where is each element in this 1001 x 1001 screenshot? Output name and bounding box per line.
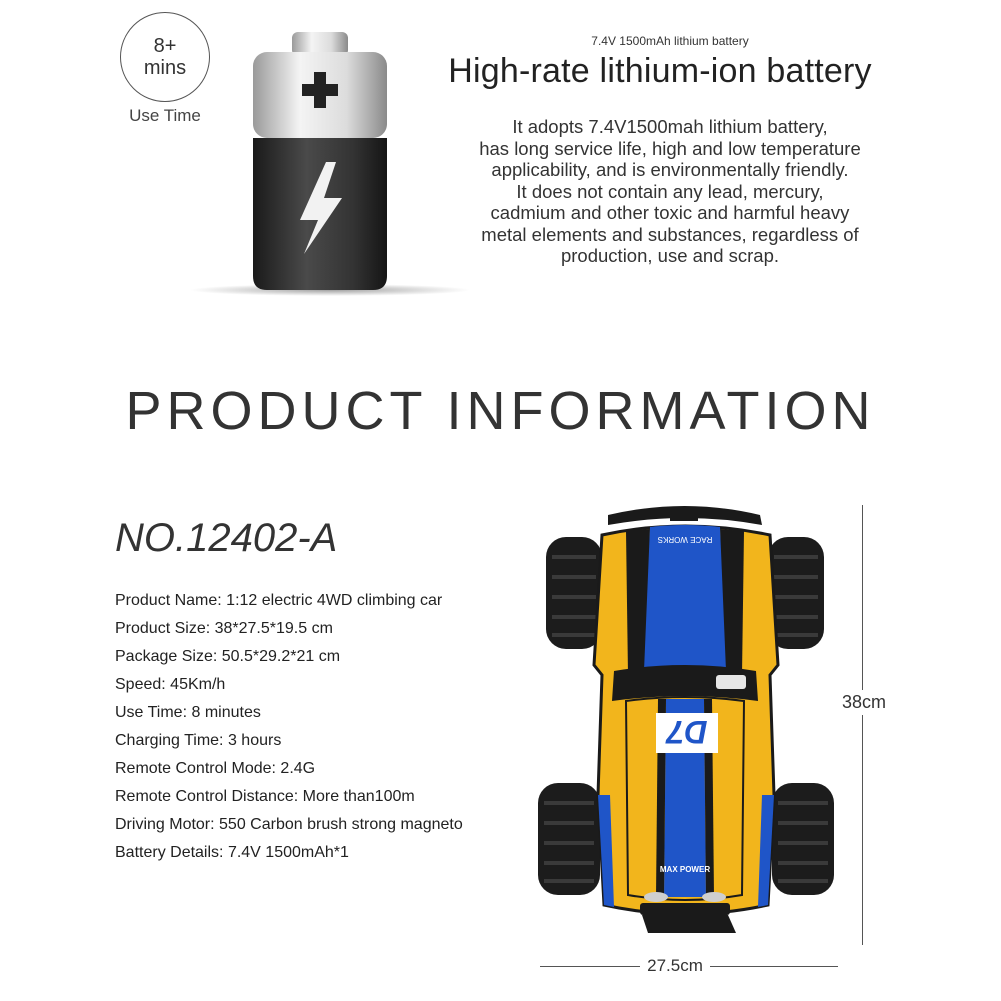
car-wheel-front-right (772, 783, 834, 895)
spec-value: 7.4V 1500mAh*1 (227, 844, 349, 861)
spec-label: Driving Motor: (115, 816, 215, 833)
car-hood-number: D7 (666, 714, 708, 750)
spec-row-battery-details (115, 839, 545, 867)
spec-label: Remote Control Distance: (115, 788, 299, 805)
battery-description-line: It does not contain any lead, mercury, (516, 180, 824, 202)
rc-car-image (530, 495, 840, 945)
use-time-label: Use Time (129, 106, 201, 125)
use-time-unit: mins (143, 57, 187, 79)
battery-subtitle: 7.4V 1500mAh lithium battery (591, 34, 749, 48)
car-wheel-front-left (538, 783, 600, 895)
spec-label: Package Size: (115, 648, 218, 665)
spec-label: Speed: (115, 676, 166, 693)
battery-title: High-rate lithium-ion battery (448, 52, 872, 90)
spec-row-driving-motor (115, 811, 545, 839)
spec-label: Remote Control Mode: (115, 760, 276, 777)
spec-value: 3 hours (227, 732, 282, 749)
spec-label: Product Name: (115, 592, 222, 609)
spec-value: 2.4G (280, 760, 316, 777)
spec-label: Product Size: (115, 620, 211, 637)
battery-description-line: metal elements and substances, regardless of (481, 223, 859, 245)
spec-row-remote-control-distance (115, 783, 545, 811)
spec-value: 38*27.5*19.5 cm (214, 620, 333, 637)
battery-description-line: cadmium and other toxic and harmful heavy (490, 202, 850, 223)
length-dimension-label: 38cm (834, 690, 894, 715)
spec-row-use-time (115, 699, 545, 727)
spec-row-speed (115, 671, 545, 699)
battery-description-line: production, use and scrap. (560, 245, 780, 266)
length-dimension-line (862, 505, 863, 945)
spec-label: Battery Details: (115, 844, 224, 861)
spec-value: 45Km/h (170, 676, 226, 693)
spec-label: Use Time: (115, 704, 188, 721)
car-roof-text: RACE WORKS (657, 535, 713, 544)
battery-description-line: has long service life, high and low temperature (479, 137, 861, 159)
spec-value: More than100m (302, 788, 415, 805)
model-number: NO.12402-A (115, 516, 338, 560)
battery-description (420, 116, 920, 267)
spec-row-package-size (115, 643, 545, 671)
width-dimension-label: 27.5cm (640, 956, 710, 976)
spec-row-charging-time (115, 727, 545, 755)
battery-description-line: It adopts 7.4V1500mah lithium battery, (512, 116, 828, 137)
battery-description-line: applicability, and is environmentally friendly. (491, 159, 849, 180)
car-roof-stripe (644, 525, 726, 671)
use-time-value: 8+ (153, 35, 177, 57)
spec-value: 1:12 electric 4WD climbing car (226, 592, 443, 609)
car-wheel-rear-left (546, 537, 602, 649)
spec-row-product-name (115, 587, 545, 615)
spec-value: 50.5*29.2*21 cm (221, 648, 341, 665)
car-front-text: MAX POWER (659, 865, 711, 874)
spec-label: Charging Time: (115, 732, 224, 749)
spec-value: 8 minutes (191, 704, 261, 721)
spec-row-product-size (115, 615, 545, 643)
section-title: PRODUCT INFORMATION (125, 381, 876, 441)
spec-row-remote-control-mode (115, 755, 545, 783)
spec-value: 550 Carbon brush strong magneto (219, 816, 463, 833)
spec-list (115, 587, 545, 867)
